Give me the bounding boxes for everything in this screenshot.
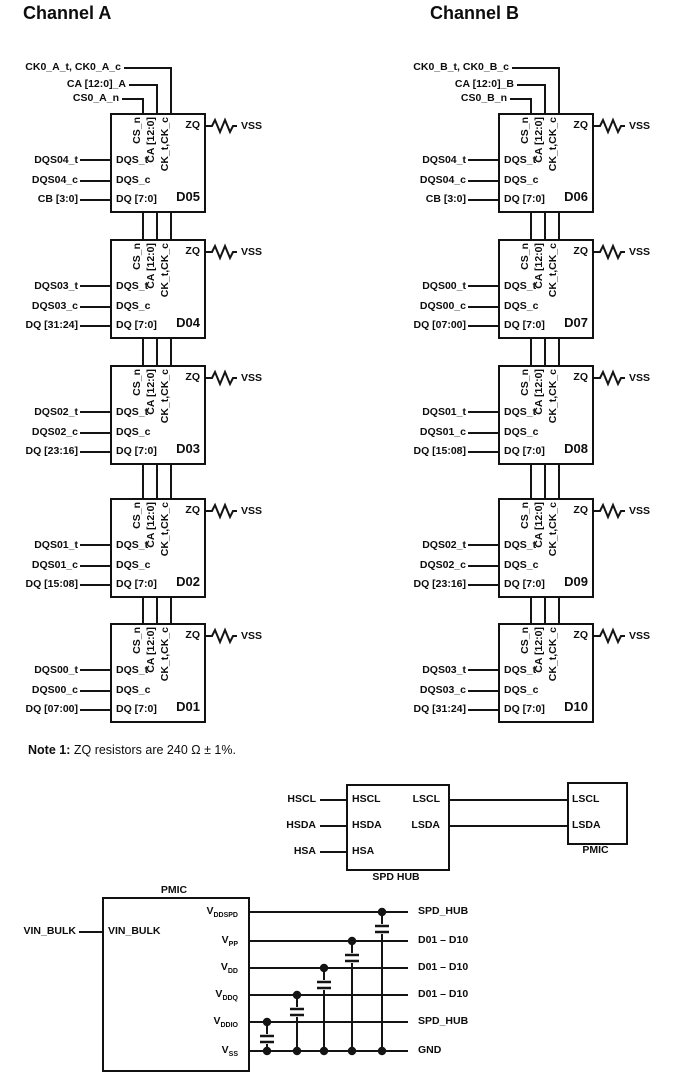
vss-label: VSS <box>629 630 651 642</box>
ext-dq-label: DQ [23:16] <box>25 445 78 457</box>
ext-dq-label: DQ [07:00] <box>413 319 466 331</box>
chip-pin-dq: DQ [7:0] <box>116 445 157 457</box>
chip-pin-ca: CA [12:0] <box>533 117 545 163</box>
ext-dqs-c-label: DQS01_c <box>31 559 78 571</box>
ext-dqs-c-label: DQS03_c <box>419 684 466 696</box>
dram-chip <box>413 239 651 339</box>
dram-chip <box>413 623 651 723</box>
ext-dqs-c-label: DQS03_c <box>31 300 78 312</box>
chip-pin-dqs-c: DQS_c <box>504 559 539 571</box>
pmic-pin-vdd <box>136 961 238 978</box>
zq-resistor-icon <box>206 630 237 642</box>
chip-pin-dqs-t: DQS_t <box>116 539 149 551</box>
chip-pin-cs-n: CS_n <box>519 117 531 144</box>
chip-pin-zq: ZQ <box>573 504 588 516</box>
pin-base: V <box>221 934 229 946</box>
chip-pin-zq: ZQ <box>185 504 200 516</box>
chip-pin-zq: ZQ <box>573 245 588 257</box>
ext-dqs-t-label: DQS02_t <box>422 539 466 551</box>
cs-signal-label: CS0_B_n <box>460 92 507 104</box>
chip-pin-dqs-t: DQS_t <box>504 280 537 292</box>
chip-pin-dqs-t: DQS_t <box>116 280 149 292</box>
ext-dq-label: DQ [15:08] <box>413 445 466 457</box>
ext-hscl-label: HSCL <box>287 793 316 805</box>
ext-dq-label: DQ [31:24] <box>25 319 78 331</box>
chip-pin-ck: CK_t,CK_c <box>159 117 171 172</box>
pin-subscript: DDIO <box>220 1022 238 1030</box>
chip-pin-ca: CA [12:0] <box>533 502 545 548</box>
ca-signal-label: CA [12:0]_B <box>454 78 514 90</box>
chip-name: D02 <box>176 574 200 589</box>
pin-base: V <box>220 961 228 973</box>
pin-subscript: SS <box>228 1051 238 1059</box>
note-label: Note 1: <box>28 743 71 757</box>
chip-pin-ck: CK_t,CK_c <box>547 627 559 682</box>
rail-dest-spd-hub: SPD_HUB <box>418 1015 469 1027</box>
ext-dqs-c-label: DQS04_c <box>31 174 78 186</box>
pin-subscript: DD <box>227 968 238 976</box>
decoupling-capacitor <box>260 1019 274 1054</box>
spd-pin-lscl: LSCL <box>412 793 440 805</box>
rail-dest-gnd: GND <box>418 1044 442 1056</box>
chip-pin-ca: CA [12:0] <box>145 502 157 548</box>
pmic-pin-vpp <box>136 934 238 951</box>
pin-base: V <box>221 1044 229 1056</box>
ext-dqs-t-label: DQS01_t <box>422 406 466 418</box>
ck-signal-label: CK0_A_t, CK0_A_c <box>25 61 121 73</box>
ext-dqs-c-label: DQS02_c <box>419 559 466 571</box>
chip-pin-ck: CK_t,CK_c <box>547 369 559 424</box>
chip-pin-zq: ZQ <box>573 629 588 641</box>
chip-pin-dqs-t: DQS_t <box>504 664 537 676</box>
chip-name: D08 <box>564 441 588 456</box>
chip-pin-cs-n: CS_n <box>131 369 143 396</box>
chip-pin-dqs-t: DQS_t <box>504 406 537 418</box>
chip-name: D01 <box>176 699 200 714</box>
chip-name: D10 <box>564 699 588 714</box>
chip-pin-cs-n: CS_n <box>131 627 143 654</box>
note-1 <box>28 743 236 758</box>
decoupling-capacitor <box>317 965 331 1054</box>
channel-a <box>0 0 280 760</box>
zq-resistor-icon <box>206 505 237 517</box>
chip-pin-zq: ZQ <box>185 119 200 131</box>
zq-resistor-icon <box>594 120 625 132</box>
ext-dq-label: DQ [15:08] <box>25 578 78 590</box>
chip-pin-ca: CA [12:0] <box>533 627 545 673</box>
ext-dq-label: DQ [31:24] <box>413 703 466 715</box>
chip-name: D05 <box>176 189 200 204</box>
chip-pin-zq: ZQ <box>185 245 200 257</box>
chip-pin-zq: ZQ <box>185 629 200 641</box>
chip-pin-dq: DQ [7:0] <box>504 193 545 205</box>
pmic-pin-vddspd <box>136 905 238 922</box>
pmic-pin-vddio <box>136 1015 238 1032</box>
chip-name: D04 <box>176 315 200 330</box>
chip-pin-cs-n: CS_n <box>519 627 531 654</box>
chip-name: D07 <box>564 315 588 330</box>
chip-pin-dqs-c: DQS_c <box>504 174 539 186</box>
ext-dqs-t-label: DQS04_t <box>422 154 466 166</box>
pin-subscript: DDQ <box>222 995 238 1003</box>
vss-label: VSS <box>241 372 263 384</box>
vss-label: VSS <box>629 372 651 384</box>
vss-label: VSS <box>629 505 651 517</box>
chip-name: D03 <box>176 441 200 456</box>
pmic-right-title: PMIC <box>582 844 609 856</box>
vss-label: VSS <box>241 505 263 517</box>
pmic-right-box <box>567 782 628 845</box>
chip-pin-ca: CA [12:0] <box>145 117 157 163</box>
dram-chip <box>419 113 651 213</box>
zq-resistor-icon <box>594 372 625 384</box>
chip-pin-dqs-c: DQS_c <box>504 426 539 438</box>
ext-dq-label: CB [3:0] <box>37 193 78 205</box>
ext-dqs-t-label: DQS04_t <box>34 154 78 166</box>
chip-pin-ck: CK_t,CK_c <box>159 627 171 682</box>
chip-pin-ca: CA [12:0] <box>533 243 545 289</box>
dram-chip <box>413 365 651 465</box>
chip-pin-dq: DQ [7:0] <box>116 193 157 205</box>
chip-pin-cs-n: CS_n <box>131 502 143 529</box>
ext-hsda-label: HSDA <box>286 819 316 831</box>
chip-pin-ca: CA [12:0] <box>145 369 157 415</box>
ck-signal-label: CK0_B_t, CK0_B_c <box>413 61 509 73</box>
chip-pin-ck: CK_t,CK_c <box>159 369 171 424</box>
rail-dest-d01-d10: D01 – D10 <box>418 934 469 946</box>
chip-pin-dq: DQ [7:0] <box>504 445 545 457</box>
rail-dest-d01-d10: D01 – D10 <box>418 988 469 1000</box>
chip-pin-dq: DQ [7:0] <box>116 319 157 331</box>
vss-label: VSS <box>629 120 651 132</box>
ext-dqs-c-label: DQS01_c <box>419 426 466 438</box>
chip-pin-dqs-c: DQS_c <box>116 559 151 571</box>
decoupling-capacitor <box>375 909 389 1054</box>
cs-signal-label: CS0_A_n <box>72 92 119 104</box>
note-text: ZQ resistors are 240 Ω ± 1%. <box>73 743 236 757</box>
ext-dqs-t-label: DQS03_t <box>422 664 466 676</box>
zq-resistor-icon <box>206 246 237 258</box>
channel-b <box>388 0 668 760</box>
spd-pin-hsda: HSDA <box>352 819 382 831</box>
chip-pin-ck: CK_t,CK_c <box>159 502 171 557</box>
channel-title: Channel A <box>23 3 112 23</box>
pin-base: V <box>213 1015 221 1027</box>
dram-chip <box>25 623 263 723</box>
rail-dest-spd-hub: SPD_HUB <box>418 905 469 917</box>
pin-subscript: PP <box>228 941 238 949</box>
chip-pin-ck: CK_t,CK_c <box>547 117 559 172</box>
pmic-right-pin-lscl: LSCL <box>572 793 600 805</box>
spd-pin-hscl: HSCL <box>352 793 381 805</box>
channel-title: Channel B <box>430 3 520 23</box>
zq-resistor-icon <box>594 246 625 258</box>
chip-pin-dq: DQ [7:0] <box>504 319 545 331</box>
chip-name: D09 <box>564 574 588 589</box>
chip-pin-dqs-t: DQS_t <box>504 539 537 551</box>
zq-resistor-icon <box>594 630 625 642</box>
chip-pin-ca: CA [12:0] <box>145 627 157 673</box>
dram-chip <box>25 365 263 465</box>
pmic-pin-vss <box>136 1044 238 1061</box>
ext-hsa-label: HSA <box>293 845 316 857</box>
ext-dqs-c-label: DQS00_c <box>31 684 78 696</box>
zq-resistor-icon <box>206 120 237 132</box>
ext-dq-label: DQ [07:00] <box>25 703 78 715</box>
chip-name: D06 <box>564 189 588 204</box>
chip-pin-dqs-c: DQS_c <box>504 684 539 696</box>
chip-pin-dqs-c: DQS_c <box>116 174 151 186</box>
chip-pin-dqs-c: DQS_c <box>116 300 151 312</box>
ext-dqs-t-label: DQS00_t <box>422 280 466 292</box>
zq-resistor-icon <box>594 505 625 517</box>
chip-pin-ck: CK_t,CK_c <box>159 243 171 298</box>
chip-pin-dqs-t: DQS_t <box>504 154 537 166</box>
chip-pin-dqs-c: DQS_c <box>116 684 151 696</box>
ext-dqs-t-label: DQS02_t <box>34 406 78 418</box>
chip-pin-cs-n: CS_n <box>519 243 531 270</box>
chip-pin-cs-n: CS_n <box>519 369 531 396</box>
ext-vin-bulk-label: VIN_BULK <box>23 925 76 937</box>
ext-dqs-t-label: DQS00_t <box>34 664 78 676</box>
pmic-right-pin-lsda: LSDA <box>572 819 601 831</box>
ext-dqs-t-label: DQS03_t <box>34 280 78 292</box>
spd-pin-lsda: LSDA <box>411 819 440 831</box>
chip-pin-zq: ZQ <box>573 371 588 383</box>
chip-pin-dqs-t: DQS_t <box>116 664 149 676</box>
dram-chip <box>413 498 651 598</box>
pin-subscript: DDSPD <box>213 912 238 920</box>
vss-label: VSS <box>241 630 263 642</box>
zq-resistor-icon <box>206 372 237 384</box>
chip-pin-ck: CK_t,CK_c <box>547 502 559 557</box>
ext-dq-label: DQ [23:16] <box>413 578 466 590</box>
ext-dqs-c-label: DQS02_c <box>31 426 78 438</box>
chip-pin-ca: CA [12:0] <box>145 243 157 289</box>
vss-label: VSS <box>241 120 263 132</box>
pmic-pin-vddq <box>136 988 238 1005</box>
dram-chip <box>25 498 263 598</box>
spd-pin-hsa: HSA <box>352 845 375 857</box>
ext-dqs-t-label: DQS01_t <box>34 539 78 551</box>
chip-pin-ck: CK_t,CK_c <box>547 243 559 298</box>
ca-signal-label: CA [12:0]_A <box>66 78 126 90</box>
chip-pin-zq: ZQ <box>185 371 200 383</box>
chip-pin-dq: DQ [7:0] <box>116 703 157 715</box>
chip-pin-cs-n: CS_n <box>519 502 531 529</box>
chip-pin-dqs-c: DQS_c <box>116 426 151 438</box>
rail-dest-d01-d10: D01 – D10 <box>418 961 469 973</box>
chip-pin-dqs-c: DQS_c <box>504 300 539 312</box>
vss-label: VSS <box>241 246 263 258</box>
chip-pin-dqs-t: DQS_t <box>116 406 149 418</box>
dram-chip <box>31 113 263 213</box>
chip-pin-ca: CA [12:0] <box>533 369 545 415</box>
chip-pin-dq: DQ [7:0] <box>504 578 545 590</box>
chip-pin-dq: DQ [7:0] <box>504 703 545 715</box>
ext-dq-label: CB [3:0] <box>425 193 466 205</box>
spd-hub-title: SPD HUB <box>372 871 420 883</box>
chip-pin-dq: DQ [7:0] <box>116 578 157 590</box>
chip-pin-zq: ZQ <box>573 119 588 131</box>
chip-pin-dqs-t: DQS_t <box>116 154 149 166</box>
pin-base: V <box>206 905 214 917</box>
ext-dqs-c-label: DQS00_c <box>419 300 466 312</box>
pmic-pin-vin-bulk: VIN_BULK <box>108 925 161 937</box>
chip-pin-cs-n: CS_n <box>131 243 143 270</box>
pin-base: V <box>215 988 223 1000</box>
vss-label: VSS <box>629 246 651 258</box>
pmic-title: PMIC <box>160 884 188 896</box>
dram-chip <box>25 239 263 339</box>
ext-dqs-c-label: DQS04_c <box>419 174 466 186</box>
chip-pin-cs-n: CS_n <box>131 117 143 144</box>
